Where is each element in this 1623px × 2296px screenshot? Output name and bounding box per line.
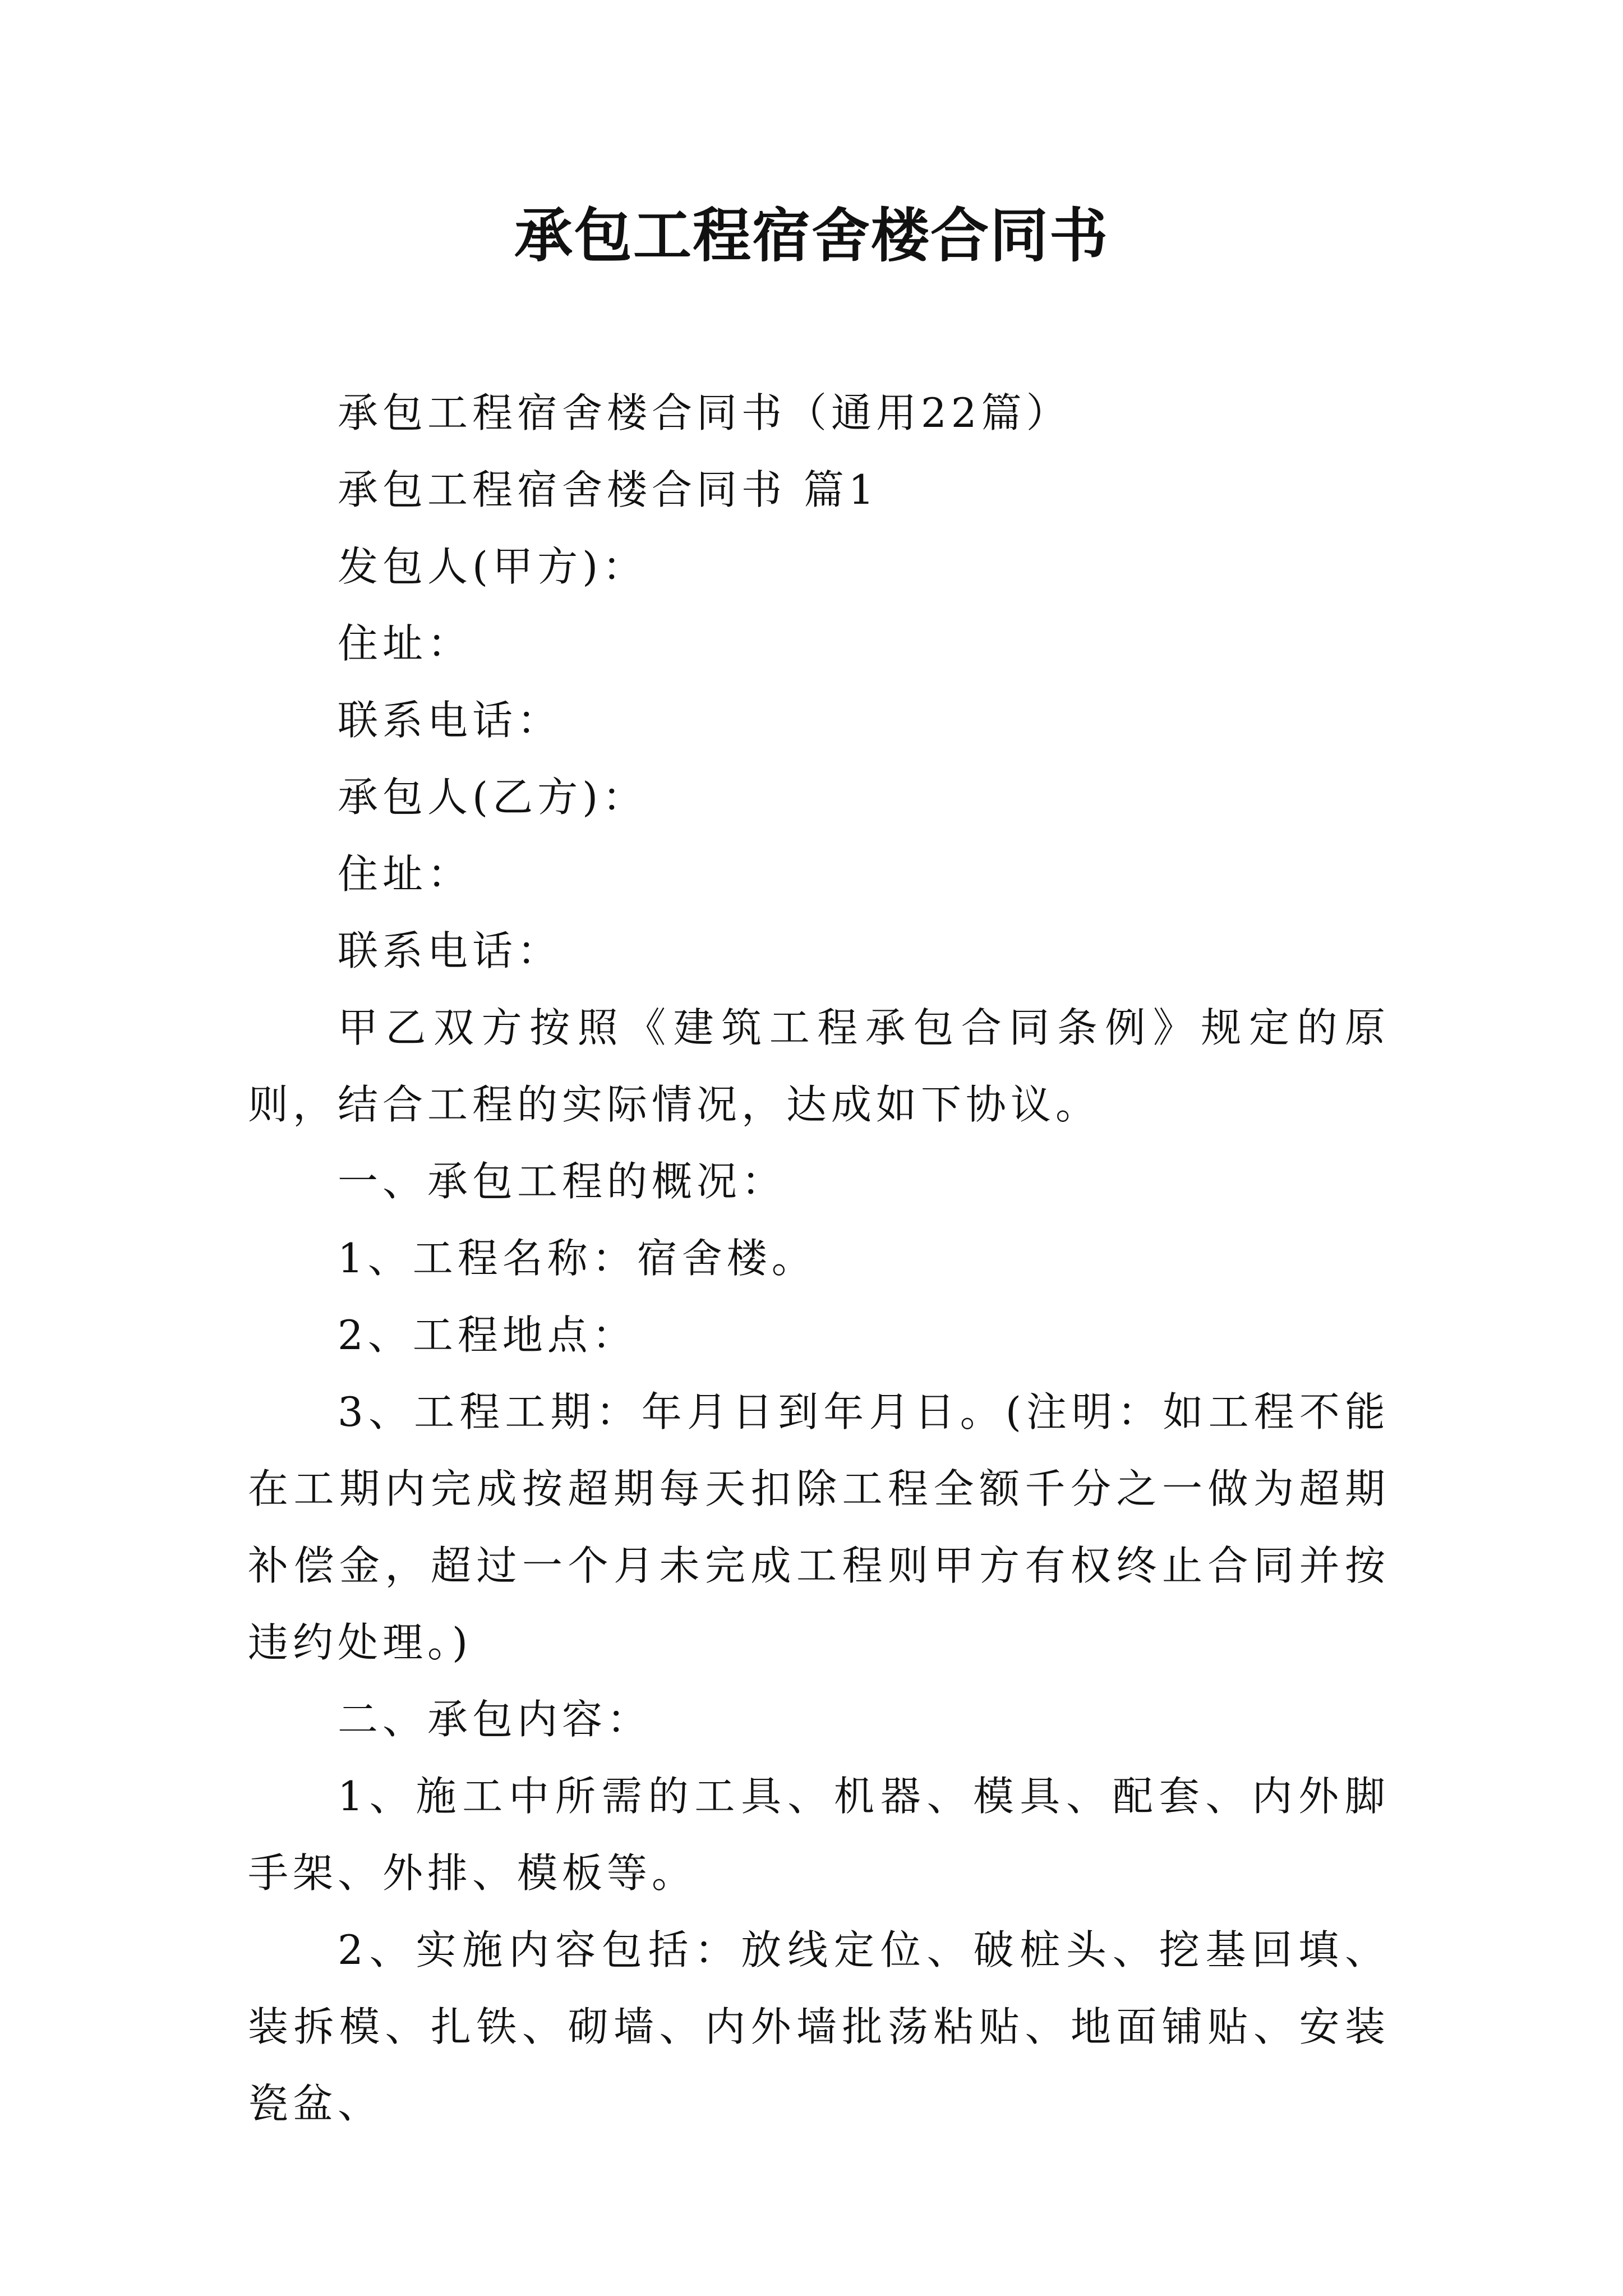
paragraph-party-a-phone: 联系电话：: [338, 697, 562, 744]
paragraph-project-duration: 3、工程工期：年月日到年月日。(注明：如工程不能在工期内完成按超期每天扣除工程全额千分之一做为超期补偿金，超过一个月未完成工程则甲方有权终止合同并按违约处理。): [248, 1388, 1390, 1666]
paragraph-agreement-intro: 甲乙双方按照《建筑工程承包合同条例》规定的原则，结合工程的实际情况，达成如下协议。: [248, 1004, 1390, 1128]
paragraph-project-name: 1、工程名称：宿舍楼。: [338, 1235, 817, 1282]
paragraph-section-heading: 承包工程宿舍楼合同书 篇1: [338, 466, 879, 513]
paragraph-scope-work: 2、实施内容包括：放线定位、破桩头、挖基回填、装拆模、扎铁、砌墙、内外墙批荡粘贴、地面铺贴、安装瓷盆、: [248, 1926, 1390, 2127]
paragraph-party-a-address: 住址：: [338, 620, 473, 667]
document-title: 承包工程宿舍楼合同书: [514, 201, 1109, 270]
paragraph-party-a: 发包人(甲方)：: [338, 543, 648, 590]
paragraph-subtitle: 承包工程宿舍楼合同书（通用22篇）: [338, 389, 1071, 436]
paragraph-heading-overview: 一、承包工程的概况：: [338, 1158, 787, 1205]
paragraph-party-b-address: 住址：: [338, 850, 473, 898]
paragraph-party-b-phone: 联系电话：: [338, 927, 562, 974]
paragraph-scope-tools: 1、施工中所需的工具、机器、模具、配套、内外脚手架、外排、模板等。: [248, 1773, 1390, 1897]
paragraph-heading-scope: 二、承包内容：: [338, 1696, 652, 1743]
document-body: [248, 375, 1390, 2142]
paragraph-project-location: 2、工程地点：: [338, 1312, 637, 1359]
paragraph-party-b: 承包人(乙方)：: [338, 774, 648, 821]
